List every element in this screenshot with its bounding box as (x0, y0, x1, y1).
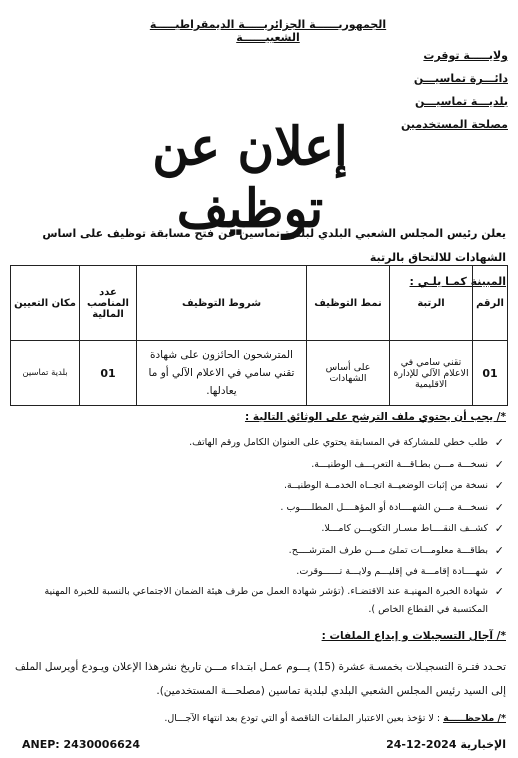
list-item-text: شهادة الخبرة المهنيـة عند الاقتضـاء. (تؤشر شهادة العمل من طرف هيئة الضمان الاجتماعي بالنسبة للخبرة المهنية المكتسبة في القطاع الخاص ). (44, 585, 488, 615)
table-header-row (11, 266, 508, 341)
cell-conditions: المترشحون الحائزون على شهادة تقني سامي في الاعلام الآلي أو ما يعادلها. (137, 341, 307, 406)
list-item-text: نسخـــة مـــن الشهــــادة أو المؤهــــل المطلــــوب . (280, 501, 488, 513)
list-item-text: شهــــادة إقامـــة في إقليـــم ولايـــة تــــــوقرت. (296, 566, 488, 577)
list-item (10, 561, 504, 583)
administration-block (388, 44, 508, 136)
header-grade: الرتبة (390, 266, 473, 341)
table-row (11, 341, 508, 406)
documents-title: */ يجب أن يحتوي ملف الترشح على الوثائق التالية : (244, 411, 506, 423)
note (164, 713, 506, 724)
checkmark-icon: ✓ (494, 436, 504, 449)
header-number: الرقم (473, 266, 508, 341)
cell-assignment-place: بلدية تماسين (11, 341, 80, 406)
service-line: مصلحة المستخدمين (400, 118, 508, 131)
baladiya-line: بلديـــة تماسيـــن (414, 95, 508, 108)
positions-table (10, 265, 508, 406)
note-text: : لا تؤخذ بعين الاعتبار الملفات الناقصة أو التي تودع بعد انتهاء الآجـــال. (164, 713, 441, 724)
republic-header: الجمهوريــــــة الجزائريـــــة الديمقراطيـــــة الشعبيــــــة (149, 18, 387, 44)
deadlines-title: */ آجال التسجيلات و إيداع الملفات : (321, 630, 506, 642)
deadlines-text: تحـدد فتـرة التسجيـلات بخمسـة عشرة (15) يـــوم عمـل ابتـداء مـــن تاريخ نشرهذا الإعلان ويـودع أويرسل الملف إلى السيد رئيس المجلس الشعبي البلدي لبلدية تماسين (مصلحـــة المستخدمين). (15, 661, 506, 697)
list-item-text: نسخة من إثبات الوضعيــة اتجــاه الخدمــة الوطنيــة. (283, 480, 488, 491)
list-item-text: نسخـــة مـــن بطـاقـــة التعريـــف الوطنيـــة. (311, 458, 488, 470)
cell-grade: تقني سامي في الاعلام الآلي للإدارة الاقليمية (390, 341, 473, 406)
list-item (10, 518, 504, 540)
list-item (10, 454, 504, 476)
daira-line: دائـــرة تماسيـــن (413, 72, 508, 85)
cell-positions-count: 01 (80, 341, 137, 406)
documents-list (10, 432, 504, 619)
checkmark-icon: ✓ (494, 543, 504, 557)
checkmark-icon: ✓ (494, 500, 504, 514)
header-positions-count: عدد المناصب المالية (80, 266, 137, 341)
list-item (10, 475, 504, 497)
checkmark-icon: ✓ (494, 522, 504, 535)
list-item (10, 540, 504, 562)
intro-line-1: يعلن رئيس المجلس الشعبي البلدي لبلدية تماسين عن فتح مسابقة توظيف على اساس الشهادات للالتحاق بالرتبة (42, 227, 506, 264)
list-item (10, 583, 504, 619)
list-item-text: كشــف النقــــاط مسـار التكويـــن كامـــلا. (321, 523, 488, 534)
publication-date: 24-12-2024 (386, 738, 457, 751)
header-recruitment-mode: نمط التوظيف (307, 266, 390, 341)
checkmark-icon: ✓ (494, 565, 504, 578)
cell-number: 01 (473, 341, 508, 406)
checkmark-icon: ✓ (494, 479, 504, 492)
checkmark-icon: ✓ (494, 584, 504, 598)
publication-info (386, 738, 506, 751)
header-conditions: شروط التوظيف (137, 266, 307, 341)
list-item (10, 432, 504, 454)
list-item (10, 497, 504, 519)
intro-line-2: المبينة كمـا يلـي : (409, 275, 506, 288)
cell-recruitment-mode: على أساس الشهادات (307, 341, 390, 406)
announcement-title: إعلان عن توظيف (152, 115, 348, 239)
header-assignment-place: مكان التعيين (11, 266, 80, 341)
anep-reference: ANEP: 2430006624 (22, 738, 141, 751)
list-item-text: بطاقـــة معلومـــات تملئ مـــن طرف المترشــــح. (288, 544, 488, 556)
wilaya-line: ولايـــــة توقرت (423, 49, 508, 62)
note-label: */ ملاحظـــــة (443, 713, 506, 724)
checkmark-icon: ✓ (494, 457, 504, 471)
list-item-text: طلب خطي للمشاركة في المسابقة يحتوي على العنوان الكامل ورقم الهاتف. (189, 437, 488, 448)
newspaper-name: الإخبارية (460, 738, 506, 751)
